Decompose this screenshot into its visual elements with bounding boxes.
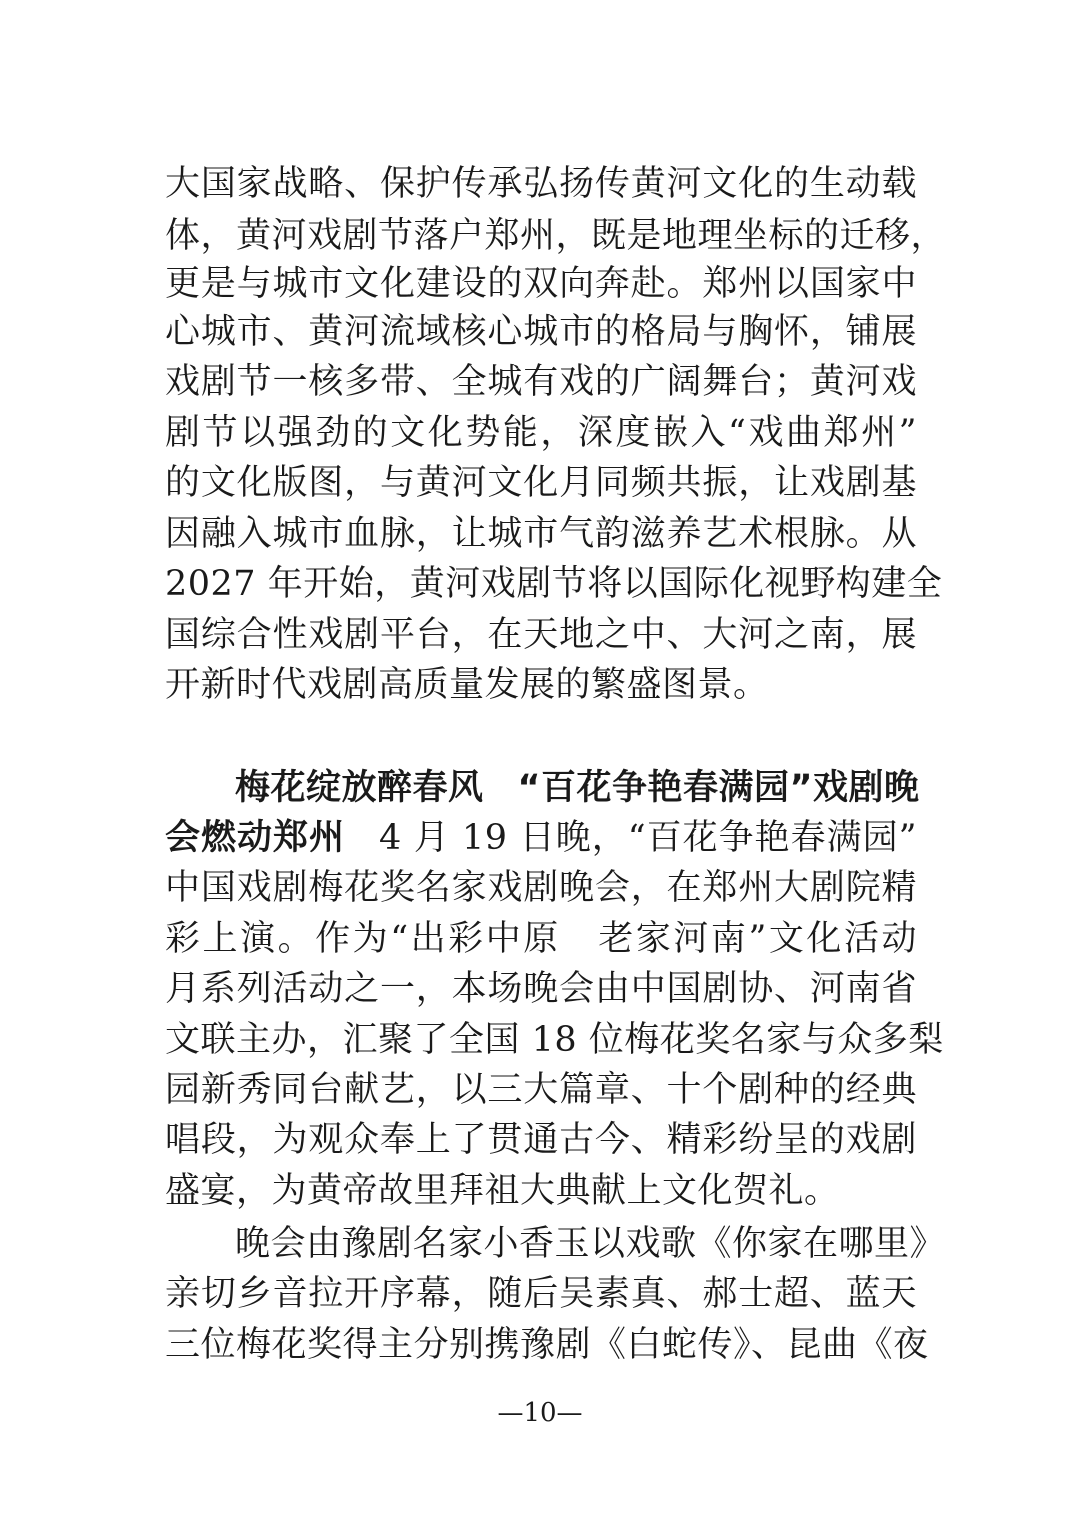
text-line: 开新时代戏剧高质量发展的繁盛图景。 xyxy=(165,665,769,705)
text-line: 戏剧节一核多带、全城有戏的广阔舞台；黄河戏 xyxy=(165,362,917,402)
text-line: 盛宴，为黄帝故里拜祖大典献上文化贺礼。 xyxy=(165,1171,840,1211)
text-line: 因融入城市血脉，让城市气韵滋养艺术根脉。从 xyxy=(165,514,917,554)
text-line: 心城市、黄河流域核心城市的格局与胸怀，铺展 xyxy=(165,312,917,352)
text-line: 唱段，为观众奉上了贯通古今、精彩纷呈的戏剧 xyxy=(165,1120,917,1160)
text-line: 晚会由豫剧名家小香玉以戏歌《你家在哪里》 xyxy=(235,1224,946,1264)
text-line: 2027 年开始，黄河戏剧节将以国际化视野构建全 xyxy=(165,564,943,604)
section-heading-line-2 xyxy=(165,812,917,864)
page-number: —10— xyxy=(497,1398,583,1428)
section-heading-part-b: “百花争艳春满园”戏剧晚 xyxy=(517,768,920,808)
text-line: 月系列活动之一，本场晚会由中国剧协、河南省 xyxy=(165,969,917,1009)
text-line: 文联主办，汇聚了全国 18 位梅花奖名家与众多梨 xyxy=(165,1020,944,1060)
text-line: 剧节以强劲的文化势能，深度嵌入“戏曲郑州” xyxy=(165,413,917,453)
text-line: 三位梅花奖得主分别携豫剧《白蛇传》、昆曲《夜 xyxy=(165,1325,929,1365)
text-line: 彩上演。作为“出彩中原 老家河南”文化活动 xyxy=(165,919,917,959)
text-line: 体，黄河戏剧节落户郑州，既是地理坐标的迁移， xyxy=(165,216,947,256)
section-heading-part-c: 会燃动郑州 xyxy=(165,818,346,858)
text-line: 中国戏剧梅花奖名家戏剧晚会，在郑州大剧院精 xyxy=(165,868,917,908)
text-span: 4 月 19 日晚，“百花争艳春满园” xyxy=(379,818,917,858)
text-line: 大国家战略、保护传承弘扬传黄河文化的生动载 xyxy=(165,164,917,204)
text-line: 园新秀同台献艺，以三大篇章、十个剧种的经典 xyxy=(165,1070,917,1110)
text-line: 国综合性戏剧平台，在天地之中、大河之南，展 xyxy=(165,615,917,655)
text-line: 更是与城市文化建设的双向奔赴。郑州以国家中 xyxy=(165,264,917,304)
section-heading-line xyxy=(235,762,920,814)
section-heading-part-a: 梅花绽放醉春风 xyxy=(235,768,484,808)
text-line: 的文化版图，与黄河文化月同频共振，让戏剧基 xyxy=(165,463,917,503)
text-line: 亲切乡音拉开序幕，随后吴素真、郝士超、蓝天 xyxy=(165,1274,917,1314)
